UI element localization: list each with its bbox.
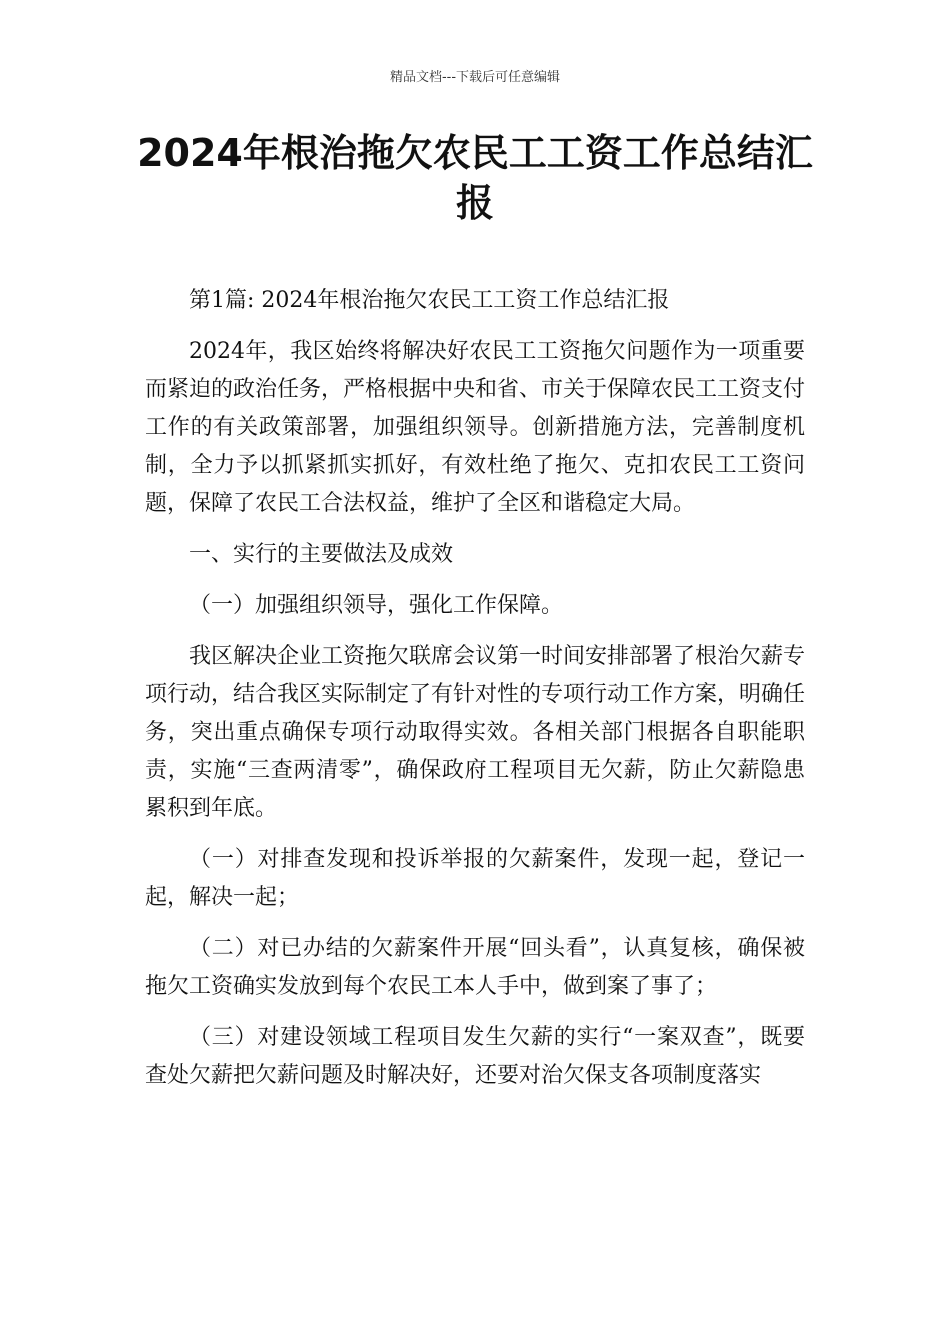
article-heading: 第1篇: 2024年根治拖欠农民工工资工作总结汇报: [189, 288, 670, 313]
body-paragraph: 2024年，我区始终将解决好农民工工资拖欠问题作为一项重要而紧迫的政治任务，严格根据中央和省、市关于保障农民工工资支付工作的有关政策部署，加强组织领导。创新措施方法，完善制度机制，全力予以抓紧抓实抓好，有效杜绝了拖欠、克扣农民工工资问题，保障了农民工合法权益，维护了全区和谐稳定大局。: [145, 339, 806, 516]
document-body: [145, 282, 805, 1108]
document-title: 2024年根治拖欠农民工工资工作总结汇报: [137, 131, 813, 225]
body-paragraph: 我区解决企业工资拖欠联席会议第一时间安排部署了根治欠薪专项行动，结合我区实际制定了有针对性的专项行动工作方案，明确任务，突出重点确保专项行动取得实效。各相关部门根据各自职能职责，实施“三查两清零”，确保政府工程项目无欠薪，防止欠薪隐患累积到年底。: [145, 644, 806, 821]
page-header: 精品文档---下载后可任意编辑: [389, 70, 561, 85]
list-item: （一）对排查发现和投诉举报的欠薪案件，发现一起，登记一起，解决一起；: [145, 847, 805, 910]
list-item: （三）对建设领域工程项目发生欠薪的实行“一案双查”，既要查处欠薪把欠薪问题及时解决好，还要对治欠保支各项制度落实: [145, 1025, 805, 1088]
subsection-heading: （一）加强组织领导，强化工作保障。: [189, 593, 564, 618]
section-heading: 一、实行的主要做法及成效: [189, 542, 454, 567]
list-item: （二）对已办结的欠薪案件开展“回头看”，认真复核，确保被拖欠工资确实发放到每个农民工本人手中，做到案了事了；: [145, 936, 805, 999]
